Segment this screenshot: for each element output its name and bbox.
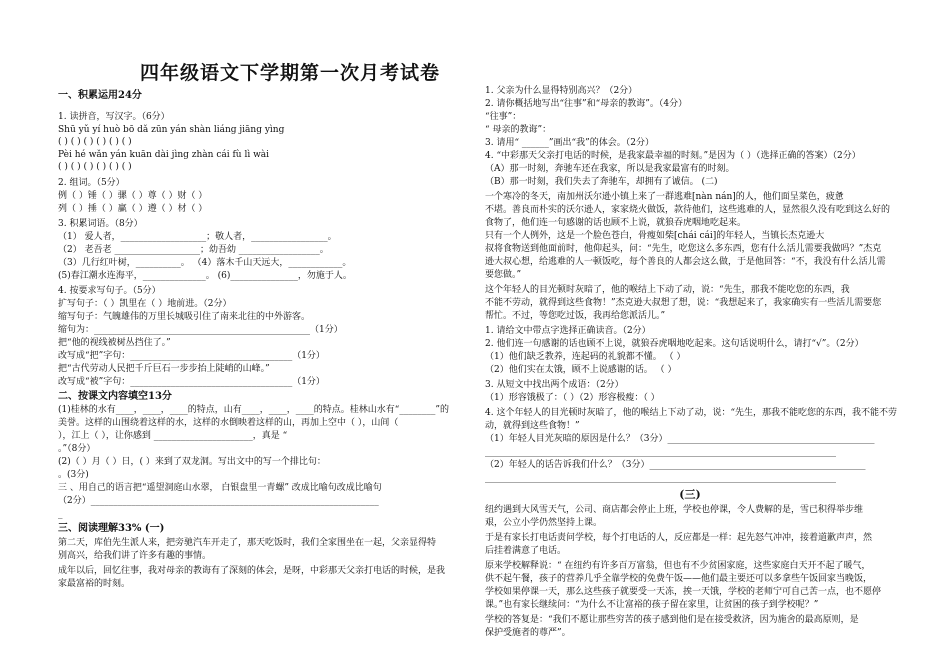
left-text-line: ），江上（ ），让你感到 ______________________，真是 “ bbox=[58, 431, 288, 441]
right-text-line: 保护受施者的尊严”。 bbox=[485, 628, 571, 638]
right-text-line: (三) bbox=[679, 488, 701, 501]
left-text-line: 。(3分) bbox=[58, 470, 89, 480]
left-text-line: 1. 读拼音，写汉字。（6分） bbox=[58, 112, 170, 122]
left-text-line: 把“古代劳动人民把千斤巨石一步步抬上陡峭的山峰。” bbox=[58, 364, 270, 374]
left-text-line: 二、按课文内容填空13分 bbox=[58, 391, 172, 402]
left-text-line: (2)（ ）月（ ）日，( ）来到了双龙洞。写出文中的写一个排比句： bbox=[58, 457, 326, 467]
right-text-line: （1）形容饿极了：（ ）（2）形容极瘦：（ ） bbox=[485, 393, 660, 403]
exam-title: 四年级语文下学期第一次月考试卷 bbox=[140, 62, 441, 84]
left-text-line: 4. 按要求写句子。（5分） bbox=[58, 286, 161, 296]
right-text-line: 3. 请用“ ______”画出“我”的体会。（2分） bbox=[485, 138, 654, 148]
right-text-line: ______________________________________________________________________________ bbox=[485, 473, 836, 483]
left-text-line: 一、积累运用24分 bbox=[58, 90, 142, 101]
left-text-line: 第二天，库伯先生派人来，把旁驰汽车开走了，那天吃饭时，我们全家围坐在一起，父亲显得特 bbox=[58, 538, 437, 548]
right-text-line: 后挂着满意了电话。 bbox=[485, 546, 567, 556]
left-text-line: 别高兴，给我们讲了许多有趣的事情。 bbox=[58, 551, 212, 561]
left-text-line: 缩句为：________________________________________________（1分） bbox=[58, 325, 343, 335]
left-text-line: 列（ ）捶（ ）赢（ ）遵（ ）材（ ） bbox=[58, 204, 208, 214]
left-text-line: （1） 爱人者，___________________；敬人者，_________________。 bbox=[58, 232, 337, 242]
left-text-line: 例（ ）锤（ ）骡（ ）尊（ ）财（ ） bbox=[58, 191, 208, 201]
right-text-line: （1）年轻人目光灰暗的原因是什么？（3分）______________________________________________ bbox=[485, 434, 875, 444]
right-text-line: 要您做。” bbox=[485, 270, 522, 280]
right-text-line: ______________________________________________________________________________ bbox=[485, 447, 836, 457]
right-text-line: （B）那一时刻，我们失去了奔驰车，却拥有了诚信。 (二) bbox=[485, 177, 718, 187]
right-text-line: 这个年轻人的目光顿时灰暗了，他的喉结上下动了动，说：“先生，那我不能吃您的东西，我 bbox=[485, 285, 850, 295]
right-text-line: 1. 请给文中带点字选择正确读音。（2分） bbox=[485, 326, 651, 336]
right-text-line: 只有一个人例外，这是一个脸色苍白，骨瘦如柴[chái cái]的年轻人，当镇长杰克逊大 bbox=[485, 231, 825, 241]
left-text-line: Pèi hé wǎn yán kuān dài jìng zhàn cái fù lì wài bbox=[58, 150, 270, 160]
right-text-line: （2）他们实在太饿，顾不上说感谢的话。 （ ） bbox=[485, 365, 677, 375]
right-text-line: 学校如果停课一天，那么这些孩子就要受一天冻，挨一天饿，学校的老师宁可自己苦一点，也不愿停 bbox=[485, 587, 882, 597]
left-text-line: 美誉。这样的山围绕着这样的水，这样的水倒映着这样的山，再加上空中（ ），山间（ bbox=[58, 418, 399, 428]
right-text-line: 4. 这个年轻人的目光顿时灰暗了，他的喉结上下动了动，说：“先生，那我不能吃您的东西，我不能不劳 bbox=[485, 408, 898, 418]
right-text-line: 食物了，他们连一句感谢的话也顾不上说，就狼吞虎咽地吃起来。 bbox=[485, 218, 747, 228]
right-text-line: 帮忙。不过，等您吃过饭，我再给您派活儿。” bbox=[485, 311, 666, 321]
right-text-line: 原来学校解释说：“ 在纽约有许多百万富翁，但也有不少贫困家庭，这些家庭白天开不起了暖气， bbox=[485, 561, 871, 571]
left-text-line: （3）几行红叶树，__________。 （4）落木千山天远大，____________。 bbox=[58, 258, 352, 268]
right-text-line: 纽约遇到大风雪天气，公司、商店都会停止上班，学校也停课，令人费解的是，雪已积得举步维 bbox=[485, 505, 864, 515]
left-text-line: 3. 积累词语。（8分） bbox=[58, 219, 143, 229]
left-text-line: _ bbox=[58, 509, 63, 519]
left-text-line: （2） 老吾老 ___________________；幼吾幼 __________________。 bbox=[58, 245, 329, 255]
right-text-line: 2. 请你概括地写出“往事”和“母亲的教诲”。（4分） bbox=[485, 99, 688, 109]
left-text-line: 家最富裕的时刻。 bbox=[58, 579, 131, 589]
left-text-line: 2. 组词。（5分） bbox=[58, 178, 125, 188]
left-text-line: (1)桂林的水有____，____，____的特点，山有____，____，____的特点。桂林山水有“________”的 bbox=[58, 405, 449, 415]
right-text-line: 叔将食物送到他面前时，他仰起头，问：“先生，吃您这么多东西，您有什么活儿需要我做吗？”杰克 bbox=[485, 244, 882, 254]
left-text-line: 。”（8分） bbox=[58, 444, 96, 454]
right-text-line: 3. 从短文中找出两个成语：（2分） bbox=[485, 380, 624, 390]
right-text-line: 不能不劳动，就得到这些食物！”杰克逊大叔想了想，说：“我想起来了，我家确实有一些活儿需要您 bbox=[485, 298, 882, 308]
right-text-line: 动，就得到这些食物！” bbox=[485, 421, 580, 431]
right-text-line: 逊大叔心想，给逃难的人一顿饭吃，每个善良的人都会这么做，于是他回答：“不，我没有什么活儿需 bbox=[485, 257, 886, 267]
right-text-line: 4. “中彩那天父亲打电话的时候，是我家最幸福的时刻。”是因为（ ）（选择正确的答案）（2分） bbox=[485, 151, 861, 161]
right-text-line: 不堪。善良而朴实的沃尔逊人，家家烧火做饭，款待他们，这些逃难的人，显然很久没有吃到这么好的 bbox=[485, 205, 891, 215]
left-text-line: 改写成“被”字句：____________________________________（1分） bbox=[58, 377, 325, 387]
right-text-line: （A）那一时刻，奔驰车还在我家，所以是我家最富有的时刻。 bbox=[485, 164, 735, 174]
left-text-line: 改写成“把”字句：____________________________________（1分） bbox=[58, 351, 325, 361]
right-text-line: “往事”： bbox=[485, 112, 522, 122]
right-text-line: 供不起午餐，孩子的营养几乎全靠学校的免费午饭——他们最主要还可以多拿些午饭回家当晚饭， bbox=[485, 574, 873, 584]
right-text-line: 于是有家长打电话责问学校，每个打电话的人，反应都是一样：起先怒气冲冲，接着道歉声声，然 bbox=[485, 533, 873, 543]
left-text-line: 成年以后，回忆往事，我对母亲的教诲有了深刻的体会，是呀，中彩那天父亲打电话的时候，是我 bbox=[58, 566, 446, 576]
left-text-line: 三、阅读理解33% (一) bbox=[58, 523, 165, 534]
right-text-line: 学校的答复是：“我们不愿让那些穷苦的孩子感到他们是在接受救济，因为施舍的最高原则，是 bbox=[485, 615, 859, 625]
right-text-line: （1）他们缺乏教养，连起码的礼貌都不懂。 （ ） bbox=[485, 352, 686, 362]
right-text-line: （2）年轻人的话告诉我们什么？（3分）________________________________________________ bbox=[485, 460, 866, 470]
left-text-line: 把“他的视线被树丛挡住了。” bbox=[58, 338, 171, 348]
right-text-line: 艰，公立小学仍然坚持上课。 bbox=[485, 518, 603, 528]
left-text-line: （2分）________________________________________________________________ bbox=[58, 496, 379, 506]
left-text-line: Shū yǔ yí huò bō dǎ zūn yán shàn liáng jiāng yìng bbox=[58, 125, 285, 135]
left-text-line: 缩写句子：气魄雄伟的万里长城吸引住了南来北往的中外游客。 bbox=[58, 312, 311, 322]
left-text-line: ( ) ( ) ( ) ( ) ( ) ( ) bbox=[58, 137, 132, 147]
right-text-line: 一个寒冷的冬天，南加州沃尔逊小镇上来了一群逃难[nàn nán]的人，他们面呈菜色，疲惫 bbox=[485, 192, 844, 202]
right-text-line: “ 母亲的教诲”： bbox=[485, 125, 552, 135]
left-text-line: (5)春江潮水连海平，______________。 (6)_______________，勿施于人。 bbox=[58, 271, 352, 281]
right-text-line: 2. 他们连一句感谢的话也顾不上说，就狼吞虎咽地吃起来。这句话说明什么，请打“√”。（2分） bbox=[485, 339, 864, 349]
left-text-line: 扩写句子：（ ）凯里在（ ）地前进。（2分） bbox=[58, 299, 232, 309]
right-text-line: 课。”也有家长继续问：“为什么不让富裕的孩子留在家里，让贫困的孩子到学校呢？” bbox=[485, 600, 819, 610]
right-text-line: 1. 父亲为什么显得特别高兴？（2分） bbox=[485, 86, 638, 96]
left-text-line: 三 、用自己的语言把“遥望洞庭山水翠， 白银盘里一青螺” 改成比喻句改成比喻句 bbox=[58, 483, 382, 493]
left-text-line: ( ) ( ) ( ) ( ) ( ) ( ) bbox=[58, 162, 132, 172]
